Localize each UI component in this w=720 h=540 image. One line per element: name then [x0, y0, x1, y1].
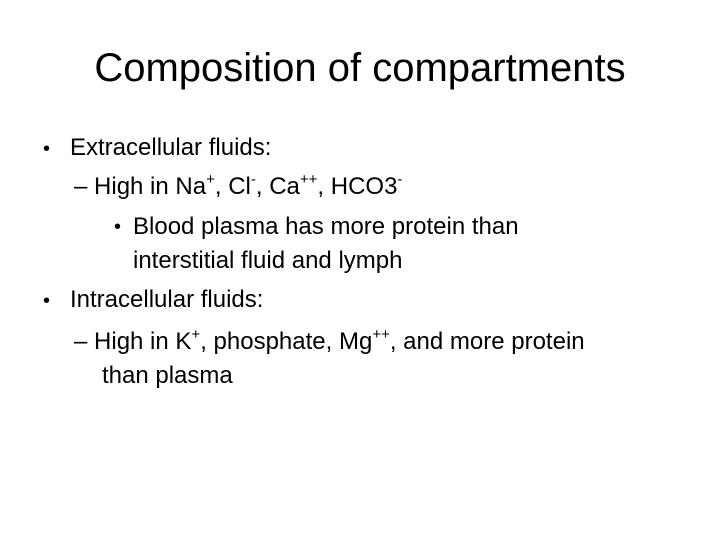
cl-charge: - — [250, 171, 256, 188]
plasma-text-line2: interstitial fluid and lymph — [133, 247, 403, 274]
bullet-icon: • — [43, 290, 51, 312]
sub-sub-bullet-plasma-line2 — [133, 245, 402, 277]
ions-sep-ca: , Ca — [255, 173, 300, 200]
sub-sub-bullet-plasma-line1 — [133, 211, 519, 243]
ions-lead: High in Na — [94, 173, 207, 200]
dash-icon: – — [74, 173, 88, 200]
ca-charge: ++ — [299, 171, 318, 188]
bullet-icon: • — [43, 138, 51, 160]
hco3-charge: - — [397, 171, 403, 188]
mg-charge: ++ — [372, 326, 390, 343]
bullet-extracellular-text: Extracellular fluids: — [70, 134, 272, 161]
ions-sep-cl: , Cl — [214, 173, 251, 200]
intra-lead: High in K — [94, 328, 192, 355]
k-charge: + — [191, 326, 201, 343]
intra-tail: , and more protein — [389, 328, 585, 355]
bullet-icon: • — [114, 216, 122, 238]
bullet-extracellular — [70, 132, 271, 164]
sub-bullet-extracellular-ions — [74, 171, 402, 203]
bullet-intracellular — [70, 284, 263, 316]
slide-title: Composition of compartments — [94, 46, 626, 90]
ions-sep-hco3: , HCO3 — [317, 173, 398, 200]
sub-bullet-intracellular-line2 — [102, 360, 233, 392]
intra-sep-mg: , phosphate, Mg — [200, 328, 373, 355]
bullet-intracellular-text: Intracellular fluids: — [70, 286, 264, 313]
sub-bullet-intracellular-ions — [74, 326, 585, 358]
na-charge: + — [206, 171, 215, 188]
dash-icon: – — [74, 328, 88, 355]
intra-text-line2: than plasma — [102, 362, 233, 389]
plasma-text-line1: Blood plasma has more protein than — [133, 213, 519, 240]
